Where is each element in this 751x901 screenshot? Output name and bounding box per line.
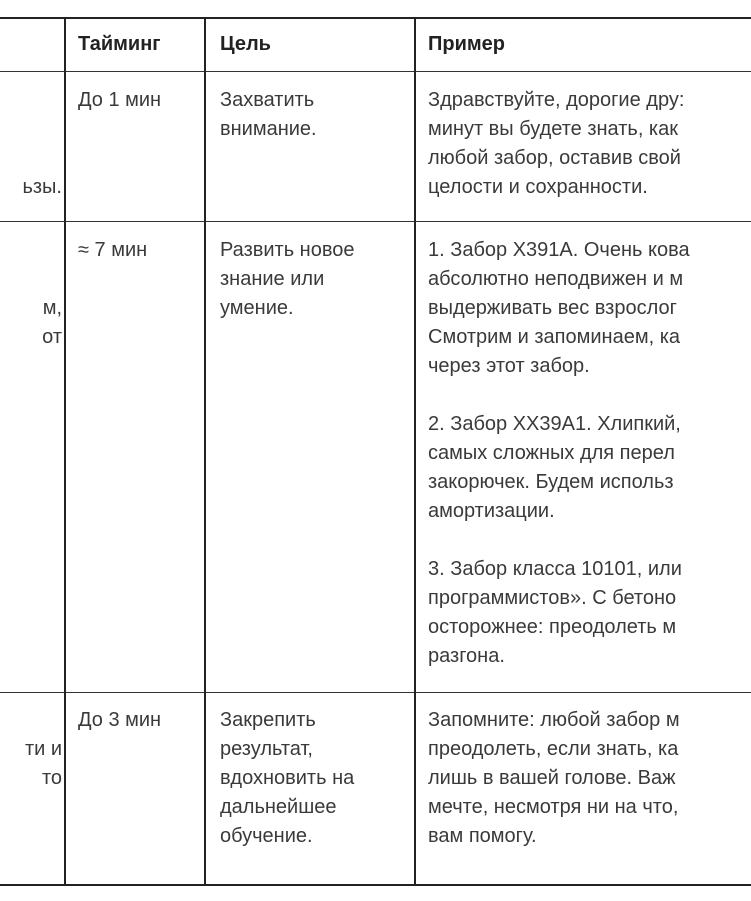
row-2-left-fragment: м, от <box>42 297 62 348</box>
row-2-example: 1. Забор Х391А. Очень кова абсолютно неподвижен и м выдерживать вес взрослог Смотрим и запоминаем, ка через этот забор. 2. Забор ХХ39А1. Хлипкий, самых сложных для перел закорючек. Будем использ амортизации. 3. Забор класса 10101, или программистов». С бетоно осторожнее: преодолеть м разгона. <box>428 239 690 667</box>
row-1-goal: Захватить внимание. <box>220 89 317 140</box>
header-timing: Тайминг <box>78 33 161 55</box>
row-1-left-fragment: ьзы. <box>22 176 62 198</box>
header-bottom-rule <box>0 71 751 72</box>
row-1-timing: До 1 мин <box>78 89 162 111</box>
column-divider-3 <box>414 17 416 885</box>
row-3-example: Запомните: любой забор м преодолеть, если знать, ка лишь в вашей голове. Важ мечте, несмотря ни на что, вам помогу. <box>428 709 680 847</box>
row-3-left-fragment: ти и то <box>24 738 62 789</box>
table-top-rule <box>0 17 751 19</box>
row-3-goal: Закрепить результат, вдохновить на дальнейшее обучение. <box>220 709 355 847</box>
row-2-goal: Развить новое знание или умение. <box>220 239 355 319</box>
column-divider-1 <box>64 17 66 885</box>
header-goal: Цель <box>220 33 271 55</box>
column-divider-2 <box>204 17 206 885</box>
row-1-bottom-rule <box>0 221 751 222</box>
row-3-timing: До 3 мин <box>78 709 162 731</box>
row-2-bottom-rule <box>0 692 751 693</box>
row-2-timing: ≈ 7 мин <box>78 239 148 261</box>
table-bottom-rule <box>0 884 751 886</box>
header-example: Пример <box>428 33 506 55</box>
row-1-example: Здравствуйте, дорогие дру: минут вы будете знать, как любой забор, оставив свой целости и сохранности. <box>428 89 685 198</box>
